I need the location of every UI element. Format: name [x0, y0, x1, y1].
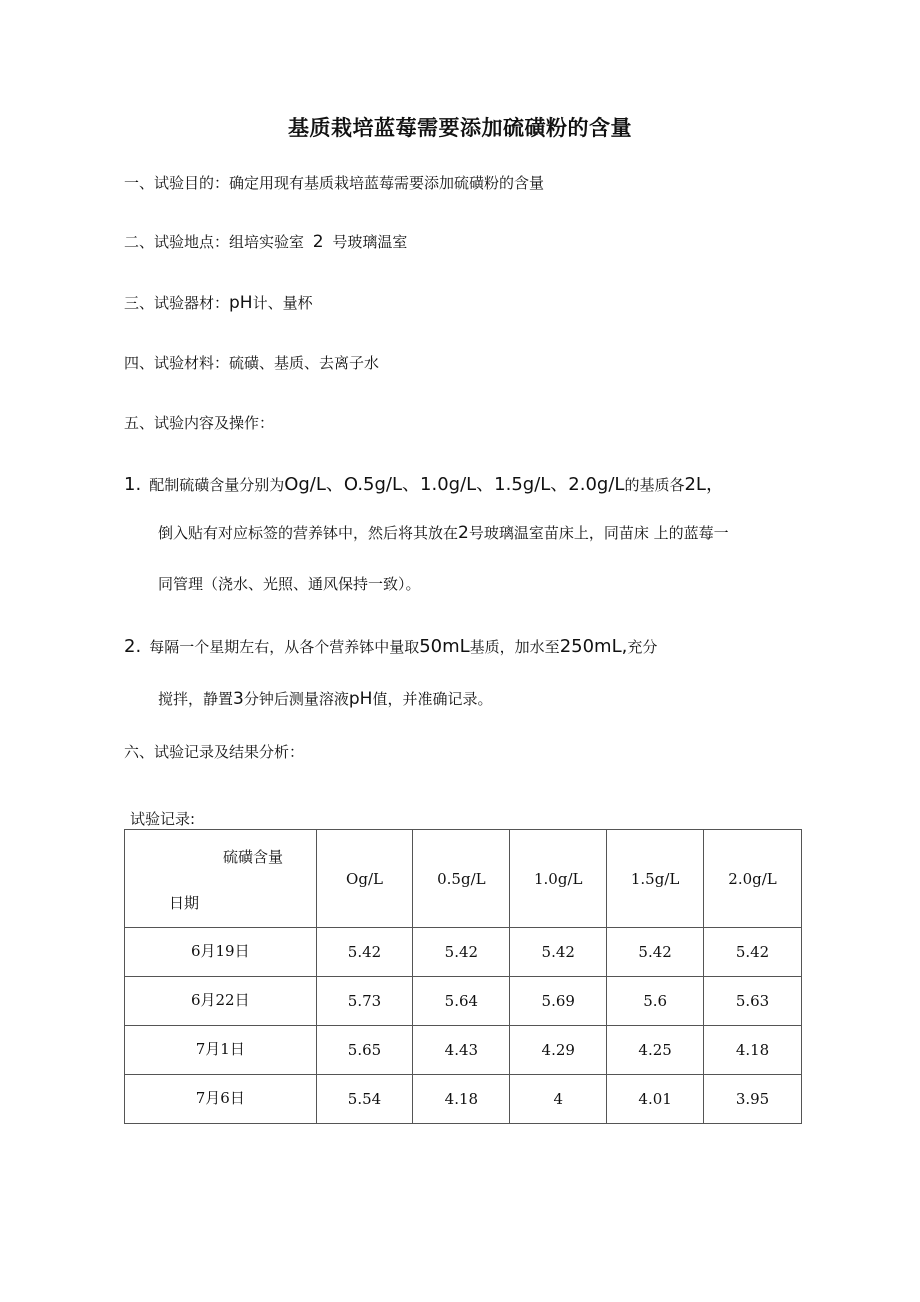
table-header-row	[125, 830, 802, 928]
row-date-text: 7月6日	[195, 1088, 245, 1107]
cell-value: 5.42	[607, 928, 704, 977]
section-equipment-rest: 计、量杯	[252, 294, 313, 312]
step-2-minutes: 3	[233, 689, 244, 709]
step-2-line-1	[124, 636, 657, 657]
section-location-label: 二、试验地点：组培实验室	[124, 233, 305, 251]
table-row	[125, 1026, 802, 1075]
step-2-sample-volume: 50mL	[419, 636, 470, 657]
corner-label-sulfur: 硫磺含量	[223, 848, 284, 866]
cell-value: 4.25	[607, 1026, 704, 1075]
step-1-line-2-num: 2	[458, 523, 469, 543]
cell-value: 4.18	[704, 1026, 802, 1075]
cell-value: 3.95	[704, 1075, 802, 1124]
step-1-number: 1.	[124, 474, 142, 495]
row-date-text: 7月1日	[195, 1039, 245, 1058]
step-1-line-3: 同管理（浇水、光照、通风保持一致）。	[158, 575, 421, 593]
column-header: Og/L	[316, 830, 413, 928]
row-date-text: 6月19日	[190, 941, 250, 960]
cell-value: 4.01	[607, 1075, 704, 1124]
column-header: 1.0g/L	[510, 830, 607, 928]
section-location-number: 2	[312, 232, 324, 252]
section-purpose: 一、试验目的：确定用现有基质栽培蓝莓需要添加硫磺粉的含量	[124, 174, 545, 192]
step-2-text-b: 基质，加水至	[469, 638, 560, 656]
cell-value: 5.69	[510, 977, 607, 1026]
cell-value: 4.29	[510, 1026, 607, 1075]
row-date	[125, 977, 317, 1026]
cell-value: 5.73	[316, 977, 413, 1026]
cell-value: 4.43	[413, 1026, 510, 1075]
table-row	[125, 928, 802, 977]
step-2-number: 2.	[124, 636, 142, 657]
row-date	[125, 1026, 317, 1075]
step-2-text-a: 每隔一个星期左右，从各个营养钵中量取	[149, 638, 420, 656]
step-1-line-2	[158, 522, 729, 543]
section-location	[124, 231, 407, 252]
column-header: 0.5g/L	[413, 830, 510, 928]
section-equipment	[124, 292, 313, 313]
section-equipment-label: 三、试验器材：	[124, 294, 230, 312]
document-title: 基质栽培蓝莓需要添加硫磺粉的含量	[288, 116, 632, 140]
step-2-text-c: 充分	[627, 638, 658, 656]
table-caption: 试验记录:	[130, 810, 196, 828]
step-1-volume: 2L，	[684, 474, 724, 495]
row-date	[125, 928, 317, 977]
table-row	[125, 1075, 802, 1124]
cell-value: 5.42	[704, 928, 802, 977]
step-1-text-a: 配制硫磺含量分别为	[149, 476, 285, 494]
step-2-line-2-a: 搅拌，静置	[158, 690, 234, 708]
record-table	[124, 829, 802, 1124]
step-2-line-2-c: 值，并准确记录。	[372, 690, 493, 708]
section-location-rest: 号玻璃温室	[332, 233, 408, 251]
step-2-final-volume: 250mL,	[559, 636, 628, 657]
step-2-ph: pH	[348, 689, 373, 709]
row-date-text: 6月22日	[190, 990, 250, 1009]
cell-value: 4	[510, 1075, 607, 1124]
section-equipment-ph: pH	[229, 293, 253, 313]
step-1-concentrations: Og/L、O.5g/L、1.0g/L、1.5g/L、2.0g/L	[284, 474, 625, 495]
cell-value: 5.54	[316, 1075, 413, 1124]
step-2-line-2-b: 分钟后测量溶液	[243, 690, 349, 708]
step-1-line-2-b: 号玻璃温室苗床上，同苗床 上的蓝莓一	[468, 524, 729, 542]
step-1-line-1	[124, 470, 724, 496]
table-row	[125, 977, 802, 1026]
cell-value: 5.42	[510, 928, 607, 977]
column-header: 2.0g/L	[704, 830, 802, 928]
cell-value: 5.65	[316, 1026, 413, 1075]
corner-label-date: 日期	[169, 894, 200, 912]
section-materials: 四、试验材料：硫磺、基质、去离子水	[124, 354, 380, 372]
cell-value: 5.63	[704, 977, 802, 1026]
step-1-text-b: 的基质各	[624, 476, 685, 494]
cell-value: 5.6	[607, 977, 704, 1026]
row-date	[125, 1075, 317, 1124]
step-1-line-2-a: 倒入贴有对应标签的营养钵中，然后将其放在	[158, 524, 459, 542]
cell-value: 5.64	[413, 977, 510, 1026]
cell-value: 5.42	[413, 928, 510, 977]
table-corner-cell	[125, 830, 317, 928]
cell-value: 4.18	[413, 1075, 510, 1124]
column-header: 1.5g/L	[607, 830, 704, 928]
section-procedure: 五、试验内容及操作：	[124, 414, 275, 432]
section-results: 六、试验记录及结果分析：	[124, 743, 305, 761]
step-2-line-2	[158, 688, 492, 709]
cell-value: 5.42	[316, 928, 413, 977]
